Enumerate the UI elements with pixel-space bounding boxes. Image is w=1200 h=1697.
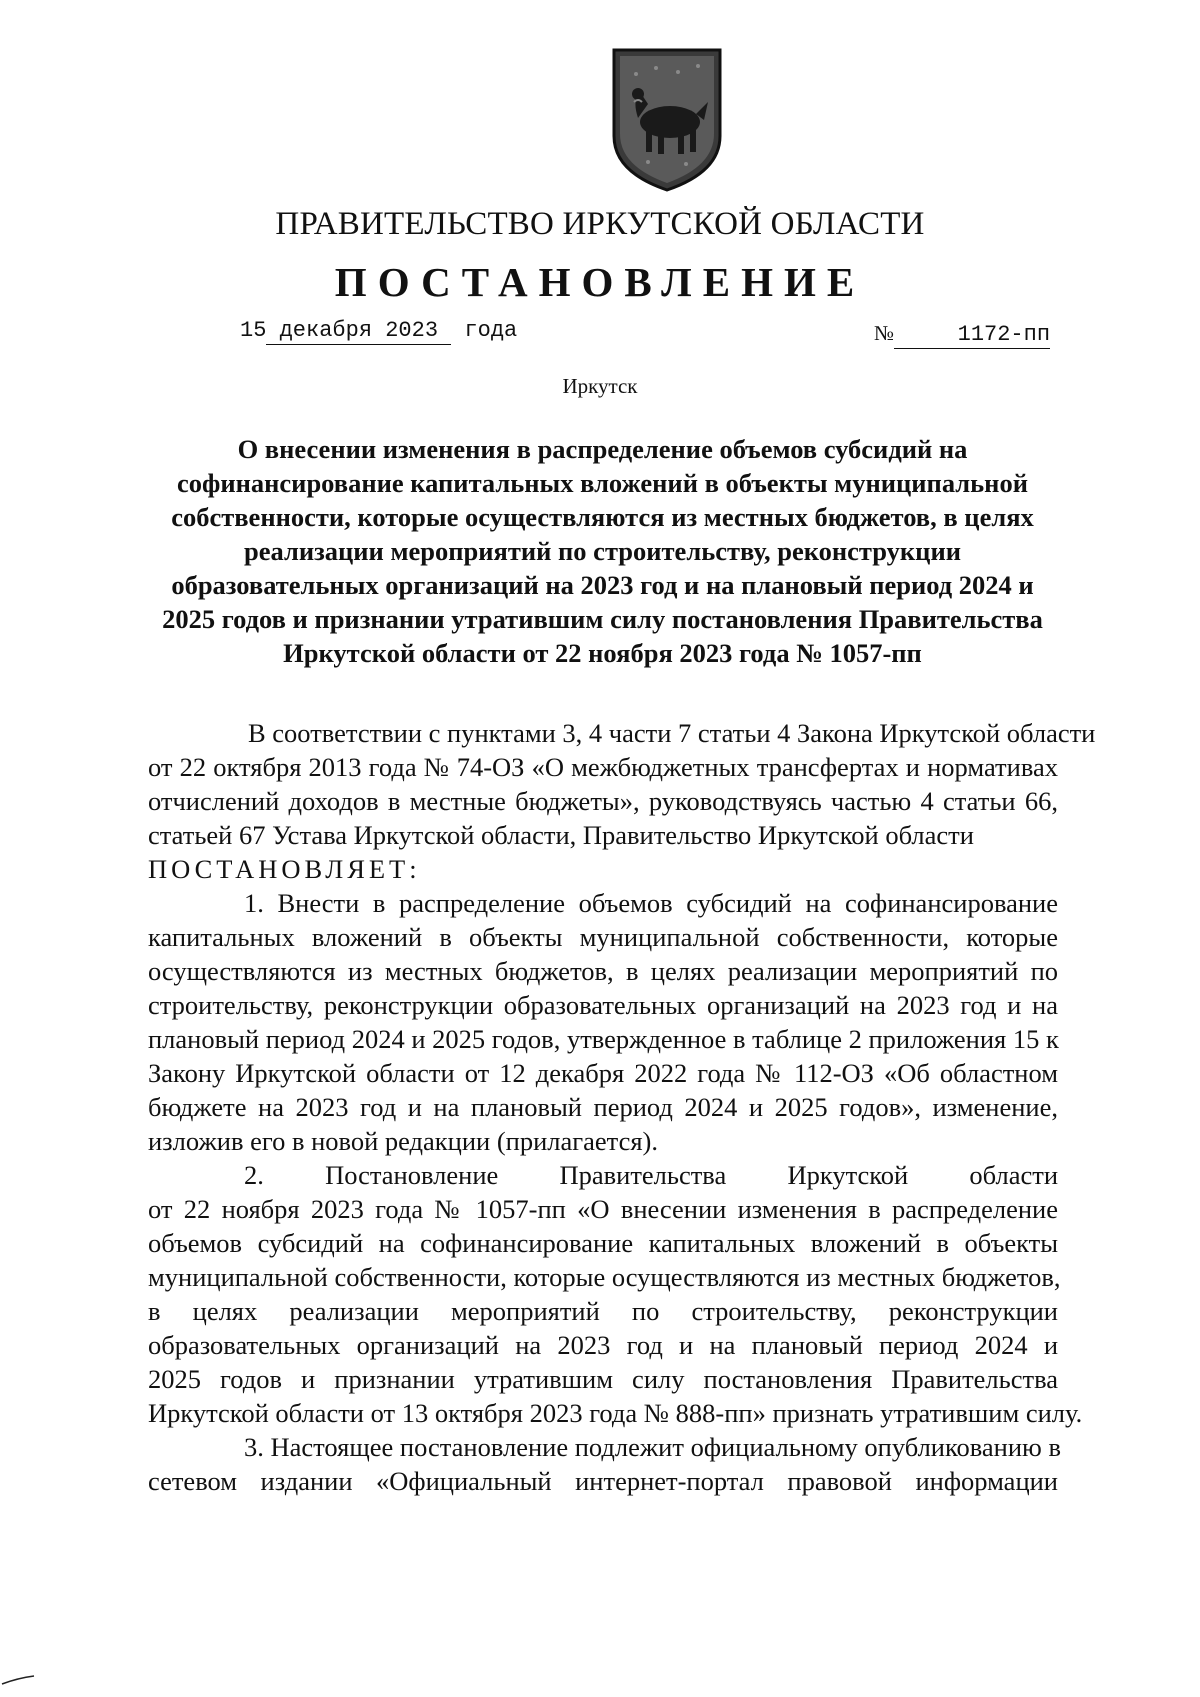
heading-line: 2025 годов и признании утратившим силу постановления Правительства: [162, 604, 1043, 634]
item-1-line: Закону Иркутской области от 12 декабря 2022 года № 112-ОЗ «Об областном: [148, 1058, 1058, 1088]
item-2-line: объемов субсидий на софинансирование капитальных вложений в объекты: [148, 1228, 1058, 1258]
document-number: [874, 320, 1050, 349]
item-1-line: капитальных вложений в объекты муниципальной собственности, которые: [148, 922, 1058, 952]
preamble-line: В соответствии с пунктами 3, 4 части 7 статьи 4 Закона Иркутской области: [248, 718, 1096, 748]
item-1-line: строительству, реконструкции образовательных организаций на 2023 год и на: [148, 990, 1058, 1020]
government-title: ПРАВИТЕЛЬСТВО ИРКУТСКОЙ ОБЛАСТИ: [275, 206, 925, 242]
document-heading: [160, 432, 1045, 670]
item-1-line: бюджете на 2023 год и на плановый период 2024 и 2025 годов», изменение,: [148, 1092, 1058, 1122]
item-2-line: в целях реализации мероприятий по строительству, реконструкции: [148, 1296, 1058, 1326]
coat-of-arms-icon: [608, 44, 726, 194]
date-month-year: [266, 318, 451, 345]
item-1-line: осуществляются из местных бюджетов, в целях реализации мероприятий по: [148, 956, 1058, 986]
preamble-line: от 22 октября 2013 года № 74-ОЗ «О межбюджетных трансфертах и нормативах: [148, 752, 1058, 782]
document-type: ПОСТАНОВЛЕНИЕ: [334, 259, 866, 305]
item-2-line: образовательных организаций на 2023 год и на плановый период 2024 и: [148, 1330, 1058, 1360]
item-1-line: плановый период 2024 и 2025 годов, утвержденное в таблице 2 приложения 15 к: [148, 1024, 1059, 1054]
scan-mark-icon: [0, 1660, 40, 1690]
number-value: 1172-пп: [894, 322, 1050, 349]
item-2-line: от 22 ноября 2023 года № 1057-пп «О внесении изменения в распределение: [148, 1194, 1058, 1224]
resolves-word: ПОСТАНОВЛЯЕТ:: [148, 854, 421, 884]
date-suffix: года: [464, 318, 518, 343]
preamble-line: статьей 67 Устава Иркутской области, Правительство Иркутской области: [148, 820, 974, 850]
date-year: 2023: [385, 318, 439, 343]
date-month: декабря: [279, 318, 373, 343]
document-date: [240, 318, 517, 343]
heading-line: собственности, которые осуществляются из местных бюджетов, в целях: [171, 502, 1034, 532]
item-2-line: 2. Постановление Правительства Иркутской области: [244, 1160, 1058, 1190]
item-2-line: 2025 годов и признании утратившим силу постановления Правительства: [148, 1364, 1058, 1394]
heading-line: реализации мероприятий по строительству, реконструкции: [244, 536, 961, 566]
item-3-line: 3. Настоящее постановление подлежит официальному опубликованию в: [244, 1432, 1061, 1462]
preamble-line: отчислений доходов в местные бюджеты», руководствуясь частью 4 статьи 66,: [148, 786, 1058, 816]
heading-line: софинансирование капитальных вложений в объекты муниципальной: [177, 468, 1028, 498]
item-3-line: сетевом издании «Официальный интернет-портал правовой информации: [148, 1466, 1058, 1496]
number-label: №: [874, 321, 895, 345]
item-1-line: 1. Внести в распределение объемов субсидий на софинансирование: [244, 888, 1058, 918]
item-1-line: изложив его в новой редакции (прилагается).: [148, 1126, 658, 1156]
item-2-line: муниципальной собственности, которые осуществляются из местных бюджетов,: [148, 1262, 1061, 1292]
heading-line: Иркутской области от 22 ноября 2023 года № 1057-пп: [283, 638, 922, 668]
document-body: [148, 716, 1096, 1498]
item-2-line: Иркутской области от 13 октября 2023 года № 888-пп» признать утратившим силу.: [148, 1398, 1083, 1428]
heading-line: образовательных организаций на 2023 год и на плановый период 2024 и: [171, 570, 1034, 600]
city: Иркутск: [562, 374, 638, 398]
heading-line: О внесении изменения в распределение объемов субсидий на: [237, 434, 968, 464]
date-day: 15: [240, 318, 267, 343]
